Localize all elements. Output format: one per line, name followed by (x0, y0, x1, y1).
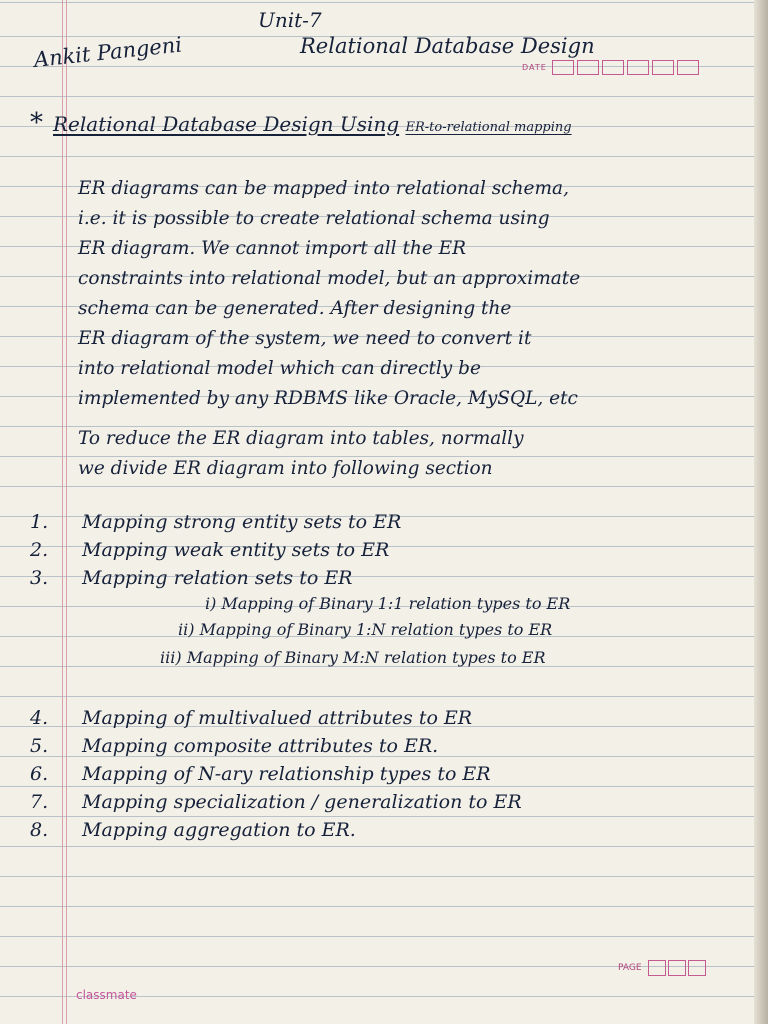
paragraph-line: into relational model which can directly be (78, 358, 481, 379)
paragraph-line: i.e. it is possible to create relational schema using (78, 208, 550, 229)
date-label: DATE (522, 63, 547, 72)
date-box-cell (552, 60, 574, 75)
page-number-field (618, 960, 706, 976)
sublist-text: Mapping of Binary 1:N relation types to ER (199, 620, 553, 639)
list-text: Mapping relation sets to ER (82, 567, 353, 589)
paragraph-line: ER diagrams can be mapped into relational schema, (78, 178, 569, 199)
chapter-title: Relational Database Design (300, 34, 595, 58)
list-text: Mapping of N-ary relationship types to ER (82, 763, 491, 785)
paragraph-intro (78, 174, 580, 414)
paragraph-line: we divide ER diagram into following section (78, 458, 493, 479)
page-label: PAGE (618, 963, 642, 973)
paragraph-line: constraints into relational model, but an approximate (78, 268, 581, 289)
list-text: Mapping weak entity sets to ER (82, 539, 390, 561)
list-number: 2. (30, 539, 49, 561)
date-box-cell (677, 60, 699, 75)
heading-main: Relational Database Design Using (53, 112, 400, 136)
list-number: 4. (30, 707, 49, 729)
list-number: 7. (30, 791, 49, 813)
sublist-item (160, 648, 546, 667)
brand-logo: classmate (76, 988, 137, 1002)
sublist-number: ii) (178, 620, 195, 639)
sublist-item (178, 620, 552, 639)
sublist-text: Mapping of Binary M:N relation types to ER (186, 648, 546, 667)
unit-title: Unit-7 (258, 8, 322, 32)
list-item (30, 788, 522, 816)
paragraph-line: ER diagram of the system, we need to convert it (78, 328, 532, 349)
heading-suffix: ER-to-relational mapping (405, 120, 572, 135)
mapping-list-part2 (30, 704, 522, 844)
sublist-item (205, 594, 570, 613)
list-text: Mapping of multivalued attributes to ER (82, 707, 473, 729)
author-name: Ankit Pangeni (32, 32, 184, 72)
paragraph-line: ER diagram. We cannot import all the ER (78, 238, 467, 259)
sublist-number: iii) (160, 648, 182, 667)
list-item (30, 732, 522, 760)
date-field (522, 60, 699, 75)
page-box-cell (668, 960, 686, 976)
list-item (30, 760, 522, 788)
list-text: Mapping specialization / generalization to ER (82, 791, 522, 813)
date-box-cell (577, 60, 599, 75)
list-number: 1. (30, 511, 49, 533)
list-number: 3. (30, 567, 49, 589)
list-number: 5. (30, 735, 49, 757)
list-item (30, 536, 401, 564)
list-number: 6. (30, 763, 49, 785)
paragraph-line: To reduce the ER diagram into tables, normally (78, 428, 524, 449)
date-box-cell (602, 60, 624, 75)
list-text: Mapping strong entity sets to ER (82, 511, 402, 533)
sublist-text: Mapping of Binary 1:1 relation types to ER (221, 594, 571, 613)
page-box-cell (688, 960, 706, 976)
date-box-cell (652, 60, 674, 75)
date-box-cell (627, 60, 649, 75)
heading-marker: * (30, 108, 43, 138)
list-item (30, 816, 522, 844)
section-heading (30, 108, 572, 138)
page-edge-shadow (754, 0, 768, 1024)
page-box-cell (648, 960, 666, 976)
list-text: Mapping composite attributes to ER. (82, 735, 439, 757)
paragraph-line: schema can be generated. After designing the (78, 298, 512, 319)
paragraph-sections (78, 424, 524, 484)
paragraph-line: implemented by any RDBMS like Oracle, MySQL, etc (78, 388, 578, 409)
list-item (30, 508, 401, 536)
list-number: 8. (30, 819, 49, 841)
mapping-list-part1 (30, 508, 401, 592)
list-item (30, 704, 522, 732)
sublist-number: i) (205, 594, 217, 613)
list-text: Mapping aggregation to ER. (82, 819, 356, 841)
list-item (30, 564, 401, 592)
